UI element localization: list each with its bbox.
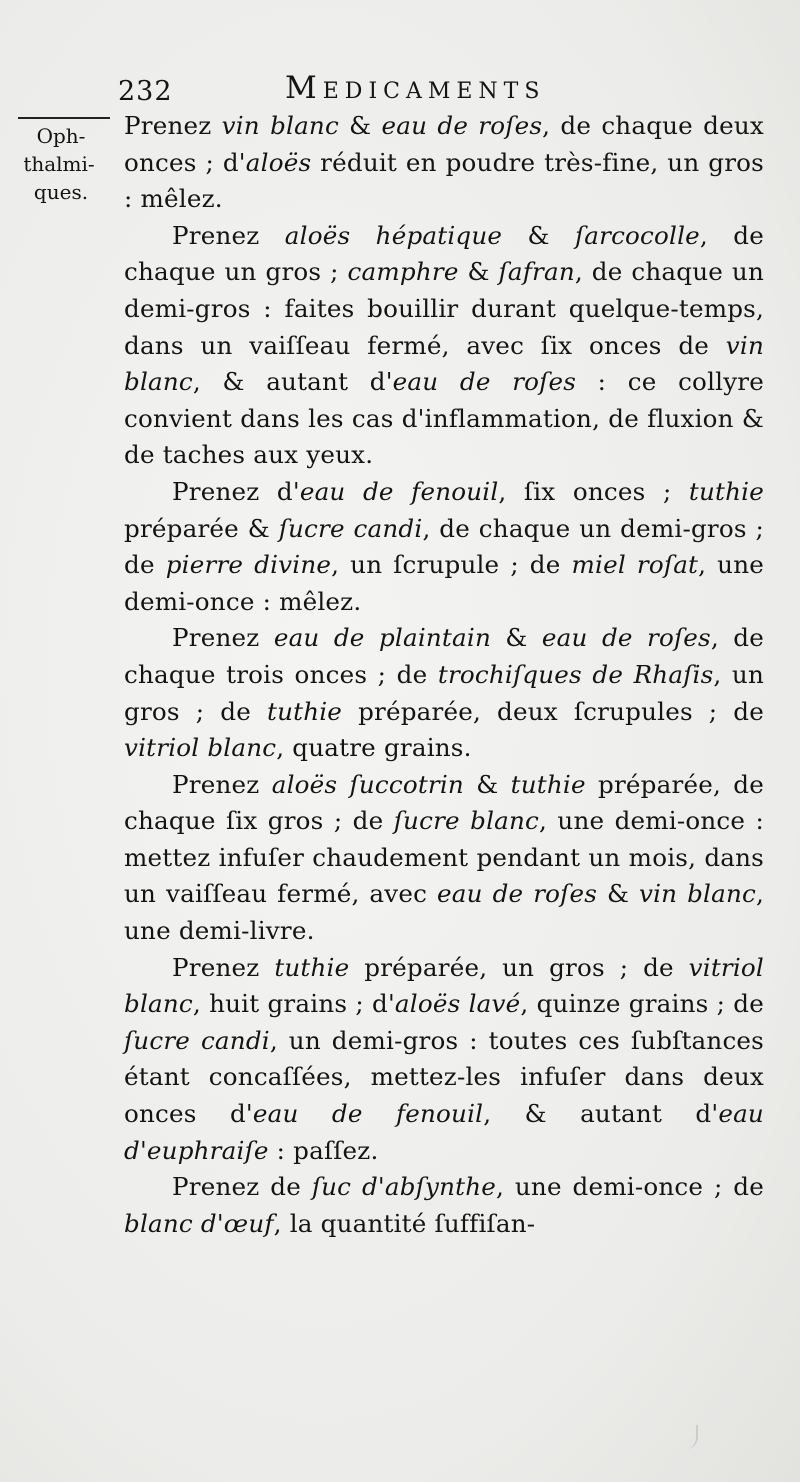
italic-term: trochiſques de Rhaſis	[437, 659, 714, 689]
italic-term: vitriol blanc	[124, 733, 277, 763]
italic-term: aloës hépatique	[284, 220, 503, 250]
page-header	[0, 70, 800, 110]
text-run: Prenez	[172, 220, 285, 250]
text-run: , la quantité ſuffiſan-	[273, 1208, 536, 1238]
text-run: Prenez d'	[172, 476, 300, 506]
text-run: : paſſez.	[268, 1135, 379, 1165]
text-run: , & autant d'	[483, 1099, 719, 1129]
show-through-mark	[680, 1425, 698, 1449]
recipe-paragraph	[124, 474, 764, 620]
margin-note-line: ques.	[33, 180, 89, 204]
text-run: , une demi-once : mettez infuſer chaudement pendant un mois, dans un vaiſſeau fermé, avec	[124, 806, 765, 909]
text-run: Prenez	[124, 111, 222, 140]
text-run: &	[491, 623, 542, 653]
italic-term: eau de roſes	[381, 111, 543, 140]
text-run: préparée, un gros ; de	[349, 952, 689, 982]
text-run: &	[458, 257, 499, 287]
margin-note-line: thalmi-	[23, 152, 95, 176]
page-number: 232	[118, 76, 173, 107]
margin-note	[6, 122, 116, 206]
italic-term: pierre divine	[165, 550, 332, 580]
recipe-paragraph	[124, 218, 764, 474]
text-run: , de chaque un gros ;	[124, 220, 764, 287]
text-run: Prenez de	[172, 1172, 312, 1202]
recipe-paragraph	[124, 1169, 764, 1242]
text-run: &	[597, 879, 639, 909]
italic-term: aloës ſuccotrin	[271, 769, 464, 799]
margin-note-line: Oph-	[36, 124, 86, 148]
italic-term: vin blanc	[638, 879, 756, 909]
italic-term: ſucre candi	[124, 1025, 270, 1055]
italic-term: camphre	[347, 257, 459, 287]
italic-term: eau de roſes	[541, 623, 711, 653]
italic-term: tuthie	[274, 952, 350, 982]
text-run: , ſix onces ;	[498, 476, 689, 506]
text-run: &	[502, 220, 575, 250]
text-run: , un demi-gros : toutes ces ſubſtances étant concaſſées, mettez-les infuſer dans deux onces d'	[124, 1025, 764, 1129]
italic-term: eau de plaintain	[273, 623, 491, 653]
recipe-paragraph	[124, 950, 764, 1170]
italic-term: eau de fenouil	[252, 1099, 484, 1129]
text-run: Prenez	[172, 769, 272, 799]
text-run: préparée, de chaque ſix gros ; de	[124, 769, 764, 836]
text-run: , & autant d'	[192, 367, 393, 397]
italic-term: vitriol blanc	[124, 952, 764, 1019]
body-text	[124, 108, 764, 1242]
text-run: préparée, deux ſcrupules ; de	[342, 696, 765, 726]
recipe-paragraph	[124, 620, 764, 766]
italic-term: ſuc d'abſynthe	[311, 1172, 496, 1202]
italic-term: ſafran	[498, 257, 575, 287]
text-run: préparée &	[124, 513, 279, 543]
italic-term: vin blanc	[124, 330, 764, 397]
italic-term: ſucre blanc	[393, 806, 540, 836]
text-run: , quinze grains ; de	[520, 989, 764, 1019]
italic-term: ſucre candi	[278, 513, 423, 543]
italic-term: eau d'euphraiſe	[124, 1099, 764, 1165]
text-run: &	[463, 769, 511, 799]
margin-rule	[18, 117, 110, 119]
recipe-paragraph	[124, 767, 764, 950]
text-run: , un gros ; de	[124, 659, 764, 726]
text-run: : ce collyre convient dans les cas d'inflammation, de fluxion & de taches aux yeux.	[124, 367, 765, 470]
italic-term: eau de fenouil	[299, 476, 499, 506]
italic-term: tuthie	[266, 696, 343, 726]
text-run: , un ſcrupule ; de	[331, 550, 572, 580]
text-run: réduit en poudre très-fine, un gros : mêlez.	[124, 147, 764, 214]
italic-term: aloës lavé	[394, 989, 521, 1019]
text-run: , quatre grains.	[276, 733, 472, 763]
italic-term: eau de roſes	[392, 367, 577, 397]
italic-term: eau de roſes	[437, 879, 598, 909]
text-run: , de chaque deux onces ; d'	[124, 111, 764, 177]
text-run: Prenez	[172, 952, 275, 982]
italic-term: tuthie	[510, 769, 586, 799]
text-run: Prenez	[172, 623, 274, 653]
italic-term: blanc d'œuf	[124, 1208, 274, 1238]
italic-term: miel roſat	[571, 550, 699, 580]
running-title: Medicaments	[285, 70, 546, 106]
text-run: , de chaque un demi-gros ; de	[124, 513, 764, 580]
italic-term: tuthie	[688, 476, 764, 506]
text-run: , de chaque trois onces ; de	[124, 623, 765, 689]
text-run: , une demi-livre.	[124, 879, 764, 946]
text-run: , huit grains ; d'	[192, 989, 395, 1019]
recipe-paragraph	[124, 108, 764, 218]
text-run: , une demi-once ; de	[496, 1172, 764, 1202]
text-run: &	[338, 111, 382, 140]
italic-term: vin blanc	[221, 111, 339, 140]
text-run: , une demi-once : mêlez.	[124, 550, 764, 616]
italic-term: ſarcocolle	[574, 220, 700, 250]
text-run: , de chaque un demi-gros : faites bouillir durant quelque-temps, dans un vaiſſeau fermé, avec ſix onces de	[124, 257, 764, 360]
italic-term: aloës	[245, 147, 312, 177]
